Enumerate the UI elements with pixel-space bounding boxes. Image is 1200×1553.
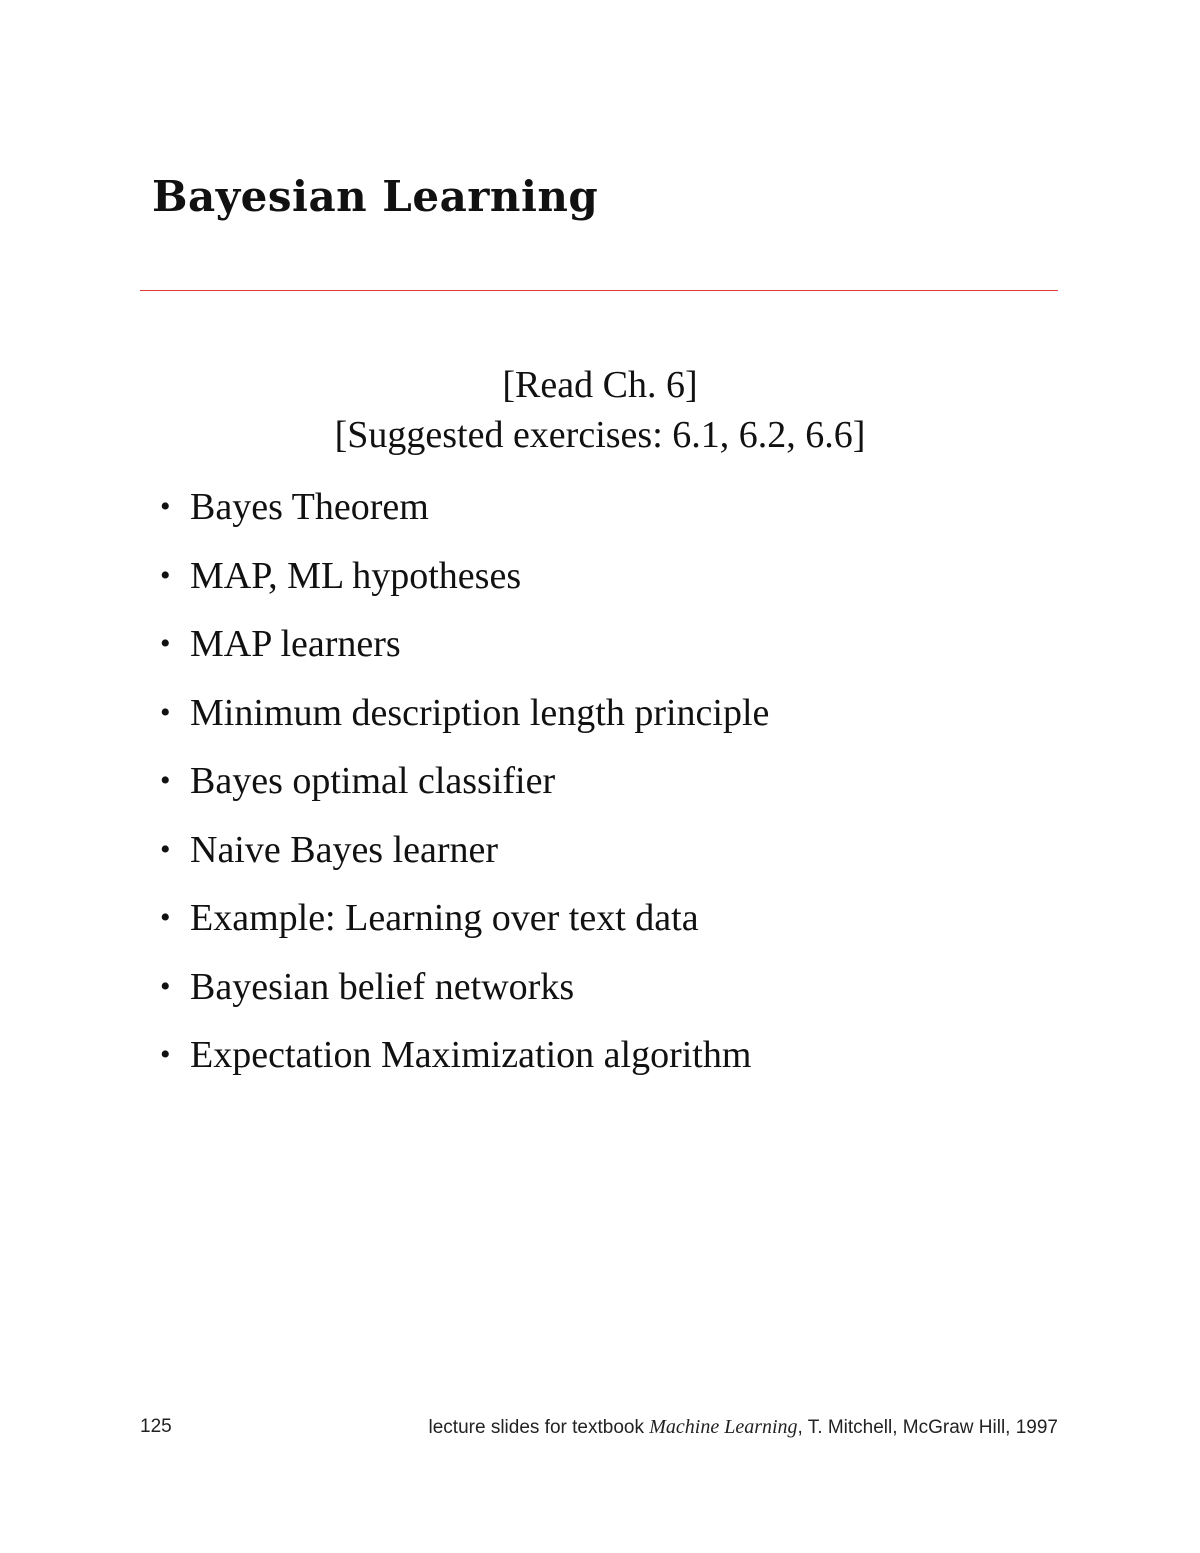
list-item — [160, 619, 769, 688]
bullet-icon: • — [160, 490, 171, 523]
bullet-icon: • — [160, 627, 171, 660]
topic-text: Bayes optimal classifier — [190, 760, 556, 802]
bullet-icon: • — [160, 969, 171, 1003]
list-item — [160, 756, 769, 825]
list-item — [160, 893, 769, 962]
book-title: Machine Learning — [649, 1416, 798, 1438]
suggested-exercises: [Suggested exercises: 6.1, 6.2, 6.6] — [334, 414, 866, 456]
title-divider — [140, 290, 1058, 291]
bullet-icon: • — [160, 1038, 171, 1071]
bullet-icon: • — [160, 764, 171, 797]
bullet-icon: • — [160, 695, 171, 729]
topic-text: Bayesian belief networks — [190, 965, 575, 1008]
reading-assignment — [0, 360, 1200, 460]
topic-text: MAP learners — [190, 623, 401, 665]
list-item — [160, 1030, 769, 1099]
credit-prefix: lecture slides for textbook — [428, 1417, 650, 1438]
bullet-icon: • — [160, 832, 171, 866]
bullet-icon: • — [160, 901, 171, 934]
page-number: 125 — [140, 1416, 172, 1437]
topic-list — [160, 482, 769, 1099]
topic-text: Expectation Maximization algorithm — [190, 1034, 752, 1076]
list-item — [160, 482, 769, 551]
topic-text: MAP, ML hypotheses — [190, 554, 522, 597]
credit-suffix: , T. Mitchell, McGraw Hill, 1997 — [797, 1417, 1058, 1438]
topic-text: Example: Learning over text data — [190, 897, 699, 939]
topic-text: Naive Bayes learner — [190, 828, 499, 871]
topic-text: Bayes Theorem — [190, 486, 429, 528]
list-item — [160, 962, 769, 1031]
list-item — [160, 688, 769, 757]
topic-text: Minimum description length principle — [190, 691, 770, 734]
slide-title: Bayesian Learning — [152, 172, 599, 221]
list-item — [160, 551, 769, 620]
reading-chapter: [Read Ch. 6] — [502, 364, 698, 406]
bullet-icon: • — [160, 558, 171, 592]
list-item — [160, 825, 769, 894]
footer-credit — [429, 1416, 1058, 1439]
